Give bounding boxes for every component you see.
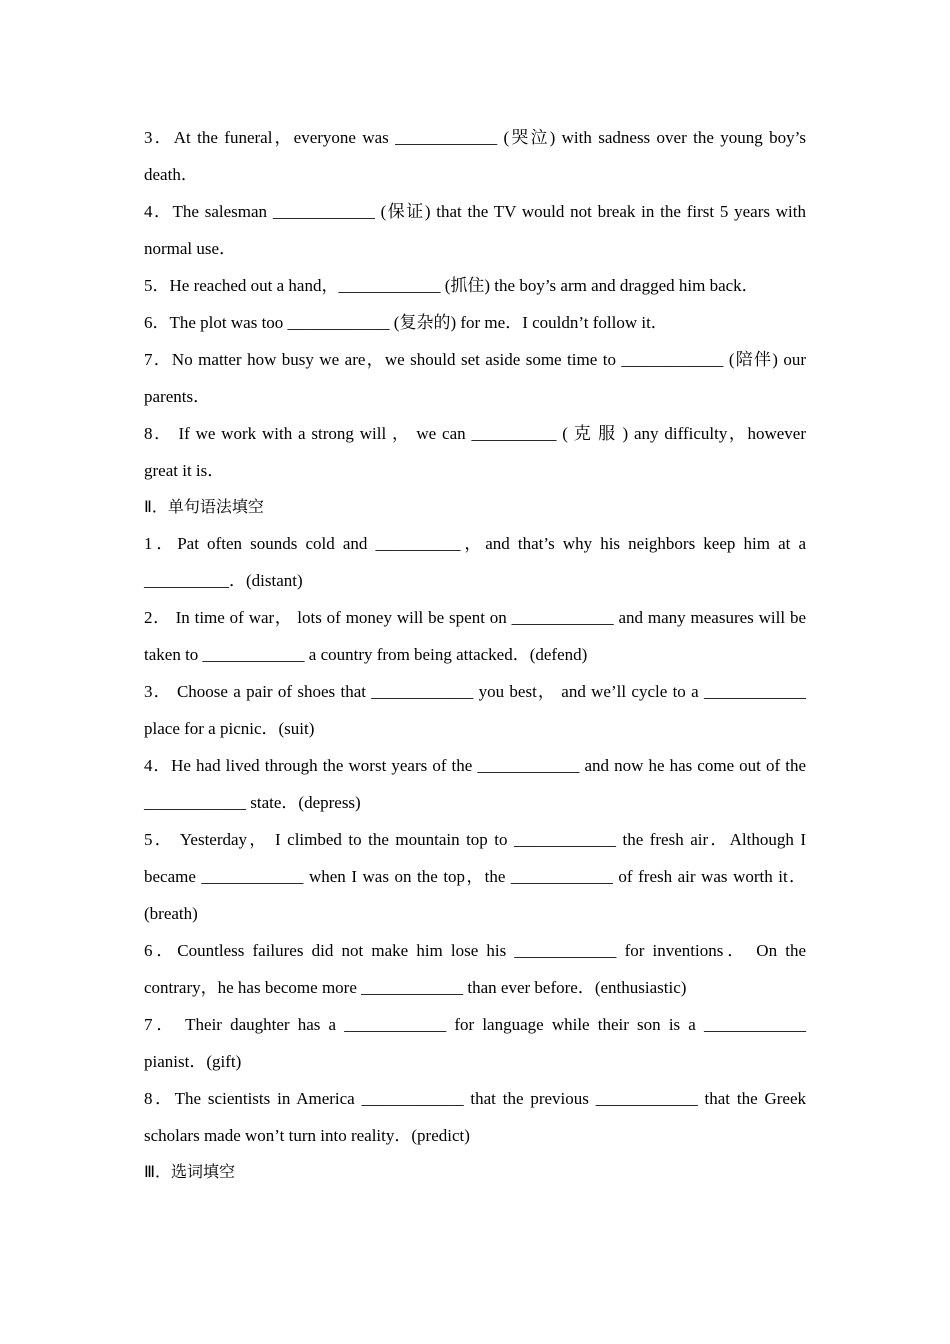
exercise-item-6: 6．The plot was too ____________ (复杂的) for me．I couldn’t follow it．: [144, 313, 668, 332]
grammar-item-5: 5． Yesterday， I climbed to the mountain top to ____________ the fresh air．Although I became ____________ when I was on the top，the ____________ of fresh air was worth it．(breath): [144, 830, 806, 923]
exercise-item-4: 4．The salesman ____________ (保证) that the TV would not break in the first 5 years with normal use．: [144, 202, 806, 258]
exercise-item-7: 7．No matter how busy we are，we should set aside some time to ____________ (陪伴) our parents．: [144, 350, 806, 406]
grammar-item-3: 3． Choose a pair of shoes that ____________ you best， and we’ll cycle to a ____________ place for a picnic．(suit): [144, 682, 806, 738]
section-heading-word-choice: Ⅲ．选词填空: [144, 1162, 236, 1181]
grammar-item-6: 6．Countless failures did not make him lose his ____________ for inventions． On the contrary，he has become more ____________ than ever before．(enthusiastic): [144, 941, 806, 997]
section-heading-grammar: Ⅱ．单句语法填空: [144, 497, 264, 516]
exercise-item-5: 5．He reached out a hand，____________ (抓住) the boy’s arm and dragged him back．: [144, 276, 759, 295]
grammar-item-7: 7． Their daughter has a ____________ for language while their son is a ____________ pianist．(gift): [144, 1015, 806, 1071]
grammar-item-8: 8．The scientists in America ____________ that the previous ____________ that the Greek scholars made won’t turn into reality．(predict): [144, 1089, 806, 1145]
grammar-item-4: 4．He had lived through the worst years of the ____________ and now he has come out of the ____________ state．(depress): [144, 756, 806, 812]
exercise-item-3: 3．At the funeral，everyone was ____________ (哭泣) with sadness over the young boy’s death．: [144, 128, 806, 184]
grammar-item-2: 2． In time of war， lots of money will be spent on ____________ and many measures will be taken to ____________ a country from being attacked．(defend): [144, 608, 806, 664]
exercise-item-8: 8． If we work with a strong will ， we can __________ ( 克 服 ) any difficulty，however great it is．: [144, 424, 806, 480]
grammar-item-1: 1．Pat often sounds cold and __________，and that’s why his neighbors keep him at a __________．(distant): [144, 534, 806, 590]
document-page: [144, 119, 806, 1190]
